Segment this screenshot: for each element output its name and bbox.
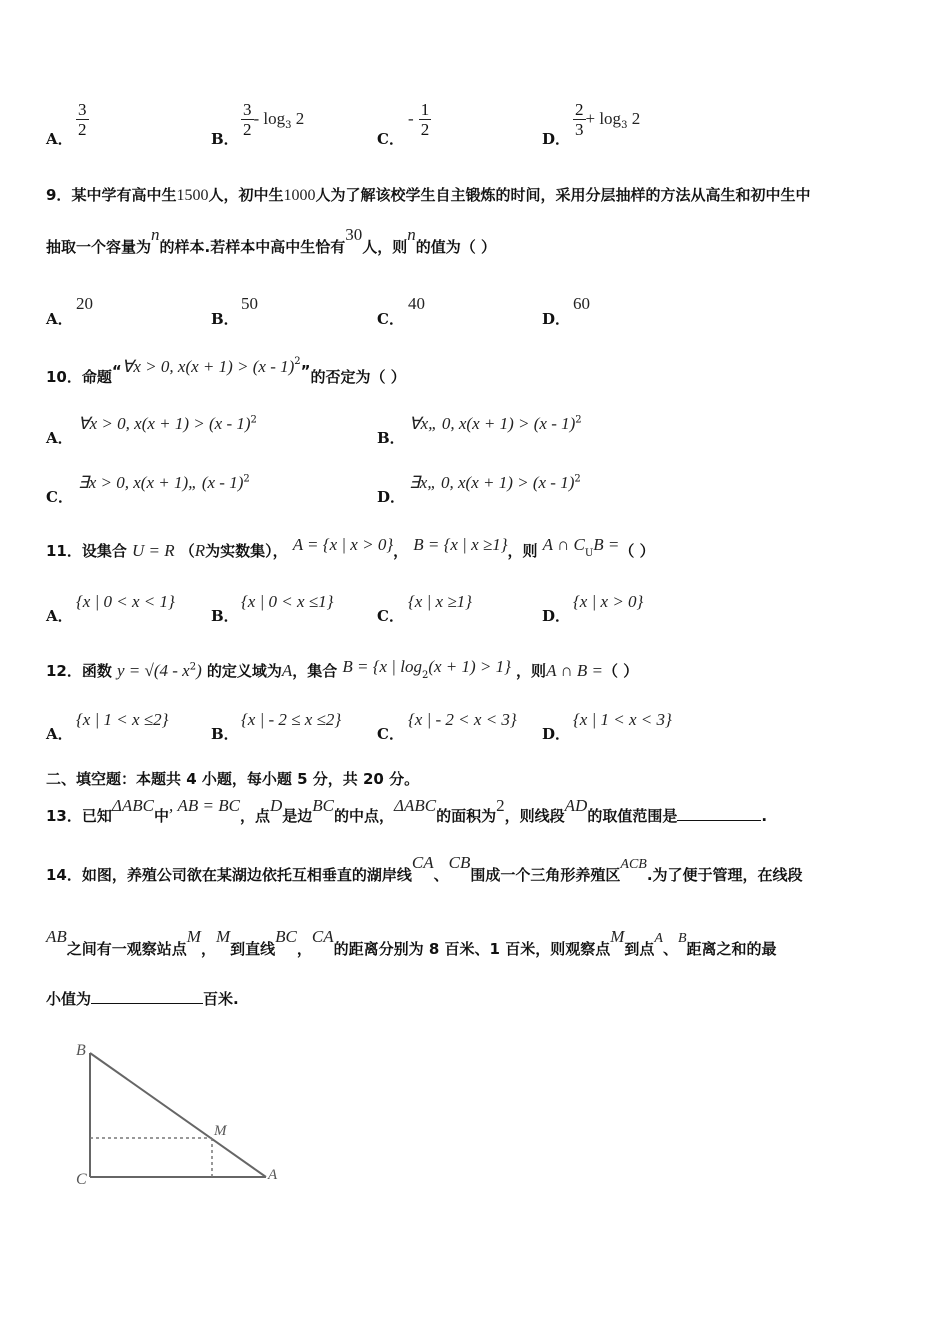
q9-option-c-value: 40 (408, 294, 425, 313)
q9-option-d-value: 60 (573, 294, 590, 313)
q11-option-d-expr: {x | x > 0} (573, 592, 644, 611)
q9-option-b-value: 50 (241, 294, 258, 313)
label-m: M (214, 1123, 227, 1139)
q11-option-a-label: A． (46, 607, 73, 625)
q10-option-a-expr: ∀x > 0, x(x + 1) > (x - 1)$^2$ (78, 414, 257, 433)
q10-option-d-expr: ∃x„ 0, x(x + 1) > (x - 1)$^2$ (409, 473, 581, 492)
q10-option-b-label: B． (377, 429, 405, 447)
q9-option-a-label: A． (46, 310, 73, 328)
q14-line2: AB之间有一观察站点M，M到直线BC，CA的距离分别为 8 百米、1 百米，则观察点M到点A、B距离之和的最 (46, 927, 777, 958)
triangle-figure (70, 1035, 290, 1195)
q10-option-b-expr: ∀x„ 0, x(x + 1) > (x - 1)$^2$ (409, 414, 582, 433)
q10-option-c-label: C． (46, 488, 73, 506)
q9-option-c-label: C． (377, 310, 404, 328)
q12-option-d-label: D． (542, 725, 571, 743)
q11-option-c-label: C． (377, 607, 404, 625)
q10-stem: 10．命题“∀x > 0, x(x + 1) > (x - 1)$^2$”的否定为（ ） (46, 355, 406, 386)
section-heading: 二、填空题：本题共 4 小题，每小题 5 分，共 20 分。 (46, 770, 420, 788)
q11-option-c-expr: {x | x ≥1} (408, 592, 472, 611)
q11-option-b-label: B． (211, 607, 239, 625)
q12-option-c-label: C． (377, 725, 404, 743)
q12-option-b-expr: {x | - 2 ≤ x ≤2} (241, 710, 342, 729)
q14-line3: 小值为 百米. (46, 990, 239, 1008)
q14-answer-blank[interactable] (91, 989, 203, 1004)
q8-option-b-expr: $\frac{3}{2}$ - $\log_3 2$ (243, 100, 305, 139)
q12-stem: 12．函数 $y = √(4 - x^2)$ 的定义域为A，集合 B = {x | $\log_2(x + 1) > 1$} ，则A ∩ B =（ ） (46, 657, 639, 682)
q10-option-a-label: A． (46, 429, 73, 447)
q8-option-c-expr: - $\frac{1}{2}$ (408, 100, 430, 139)
q9-line1: 9．某中学有高中生1500人，初中生1000人为了解该校学生自主锻炼的时间，采用分层抽样的方法从高生和初中生中 (46, 186, 811, 204)
q11-option-b-expr: {x | 0 < x ≤1} (241, 592, 334, 611)
label-b: B (76, 1042, 86, 1059)
label-c: C (76, 1171, 87, 1188)
q13-stem: 13．已知ΔABC中, AB = BC，点D是边BC的中点，ΔABC的面积为2，则线段AD的取值范围是 . (46, 796, 768, 825)
q9-option-d-label: D． (542, 310, 571, 328)
q12-option-c-expr: {x | - 2 < x < 3} (408, 710, 517, 729)
q12-option-b-label: B． (211, 725, 239, 743)
q8-option-d-expr: $\frac{2}{3}$ + $\log_3 2$ (575, 100, 641, 139)
q9-line2: 抽取一个容量为n的样本.若样本中高中生恰有30人，则n的值为（ ） (46, 225, 496, 256)
label-a: A (268, 1167, 278, 1183)
q12-option-a-label: A． (46, 725, 73, 743)
q8-option-d-label: D． (542, 130, 571, 148)
q12-option-a-expr: {x | 1 < x ≤2} (76, 710, 169, 729)
segment-ab (90, 1053, 266, 1177)
q12-option-d-expr: {x | 1 < x < 3} (573, 710, 672, 729)
q11-stem: 11．设集合 U = R （R为实数集）， A = {x | x > 0}， B = {x | x ≥1}，则 A ∩ $C_UB$ =（ ） (46, 535, 655, 560)
q8-option-a-expr: $\frac{3}{2}$ (78, 100, 87, 139)
q11-option-a-expr: {x | 0 < x < 1} (76, 592, 175, 611)
q9-option-b-label: B． (211, 310, 239, 328)
q10-option-c-expr: ∃x > 0, x(x + 1)„ (x - 1)$^2$ (78, 473, 250, 492)
q11-option-d-label: D． (542, 607, 571, 625)
q13-answer-blank[interactable] (677, 806, 761, 821)
q10-option-d-label: D． (377, 488, 406, 506)
q8-option-c-label: C． (377, 130, 404, 148)
q8-option-a-label: A． (46, 130, 73, 148)
q9-option-a-value: 20 (76, 294, 93, 313)
q8-option-b-label: B． (211, 130, 239, 148)
q14-line1: 14．如图，养殖公司欲在某湖边依托互相垂直的湖岸线CA、CB围成一个三角形养殖区ACB.为了便于管理，在线段 (46, 853, 803, 884)
